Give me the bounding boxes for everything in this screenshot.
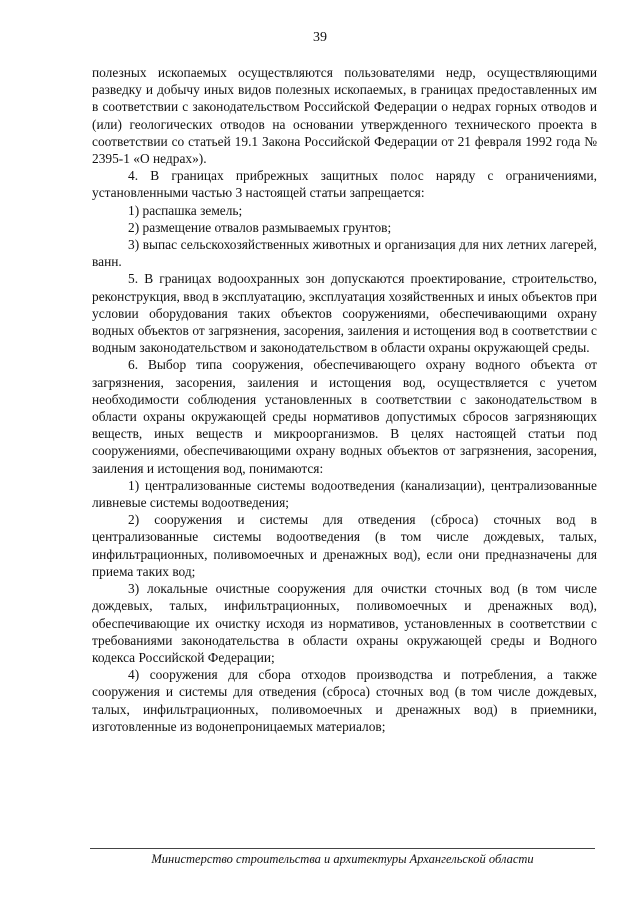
paragraph-10: 3) локальные очистные сооружения для очистки сточных вод (в том числе дождевых, талых, инфильтрационных, поливомоечных и дренажных вод), обеспечивающие их очистку исходя из нормативов, установленных в соответствии с требованиями законодательства в области охраны окружающей среды и Водного кодекса Российской Федерации; xyxy=(92,581,597,665)
footer-divider xyxy=(90,848,595,849)
paragraph-6: 5. В границах водоохранных зон допускаются проектирование, строительство, реконструкция, ввод в эксплуатацию, эксплуатация хозяйственных и иных объектов при условии оборудования таких объектов сооружениями, обеспечивающими охрану водных объектов от загрязнения, засорения, заиления и истощения вод в соответствии с водным законодательством и законодательством в области охраны окружающей среды. xyxy=(92,271,597,356)
paragraph-8: 1) централизованные системы водоотведения (канализации), централизованные ливневые системы водоотведения; xyxy=(92,477,597,511)
paragraph-3: 1) распашка земель; xyxy=(128,202,243,218)
paragraph-4: 2) размещение отвалов размываемых грунтов; xyxy=(128,219,392,235)
document-body xyxy=(92,64,597,735)
paragraph-9: 2) сооружения и системы для отведения (сброса) сточных вод в централизованные системы водоотведения (в том числе дождевых, талых, инфильтрационных, поливомоечных и дренажных вод), если они предназначены для приема таких вод; xyxy=(92,512,597,579)
footer-text: Министерство строительства и архитектуры Архангельской области xyxy=(151,852,534,866)
paragraph-7: 6. Выбор типа сооружения, обеспечивающего охрану водного объекта от загрязнения, засорения, заиления и истощения вод, осуществляется с учетом необходимости соблюдения установленных в соответствии с законодательством в области охраны окружающей среды нормативов допустимых сбросов загрязняющих веществ, иных веществ и микроорганизмов. В целях настоящей статьи под сооружениями, обеспечивающими охрану водных объектов от загрязнения, засорения, заиления и истощения вод, понимаются: xyxy=(92,357,597,476)
paragraph-1: полезных ископаемых осуществляются пользователями недр, осуществляющими разведку и добычу иных видов полезных ископаемых, в границах предоставленных им в соответствии с законодательством Российской Федерации о недрах горных отводов и (или) геологических отводов на основании утвержденного технического проекта в соответствии со статьей 19.1 Закона Российской Федерации от 21 февраля 1992 года № 2395-1 «О недрах»). xyxy=(92,65,597,167)
paragraph-11: 4) сооружения для сбора отходов производства и потребления, а также сооружения и системы для отведения (сброса) сточных вод (в том числе дождевых, талых, инфильтрационных, поливомоечных и дренажных вод) в приемники, изготовленные из водонепроницаемых материалов; xyxy=(92,667,597,734)
paragraph-5: 3) выпас сельскохозяйственных животных и организация для них летних лагерей, ванн. xyxy=(92,237,597,270)
page-number: 39 xyxy=(313,30,327,45)
paragraph-2: 4. В границах прибрежных защитных полос наряду с ограничениями, установленными частью 3 настоящей статьи запрещается: xyxy=(92,168,597,201)
